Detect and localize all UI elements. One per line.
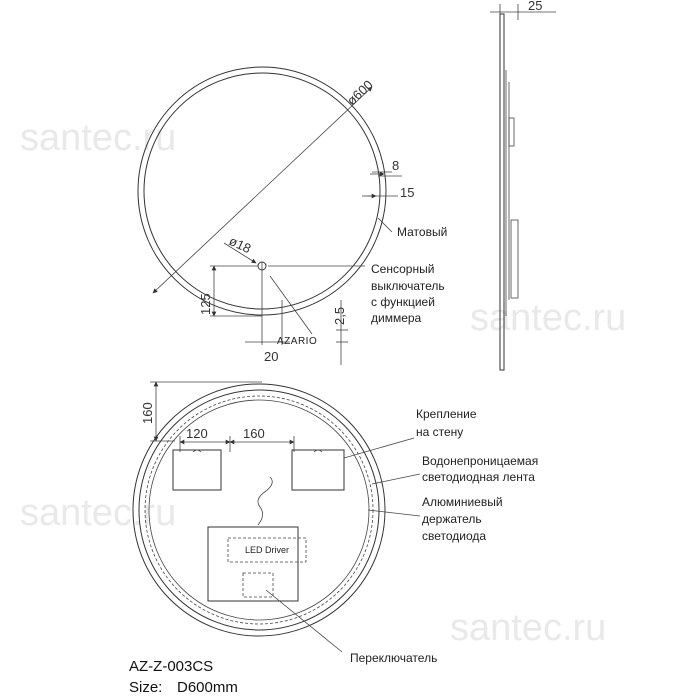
brand-logo: AZARIO [277,336,318,347]
wall-bracket-side [511,220,518,298]
holder-label-line: светодиода [422,529,487,543]
sensor-label-line: Сенсорный [371,262,435,276]
watermark: santec.ru [20,117,177,159]
mount-label-line: на стену [416,425,464,439]
watermark: santec.ru [470,297,627,339]
diameter-label: ø600 [343,77,376,109]
sensor-label-line: диммера [371,311,422,325]
sensor-label-line: с функцией [371,295,435,309]
size-prefix: Size: [129,679,163,696]
strip-label-line: Водонепроницаемая [422,454,539,468]
sensor-label-line: выключатель [371,279,445,293]
frame-width-label: 8 [392,158,400,173]
wall-bracket-side [509,118,514,146]
switch-box [243,573,273,597]
wall-bracket-right [292,450,344,490]
spacing-label: 160 [243,426,265,441]
button-diameter-label: ø18 [226,233,254,257]
button-size-label: 20 [264,349,279,364]
size-value: D600mm [177,679,238,696]
led-offset-label: 15 [400,185,415,200]
strip-label-line: светодиодная лента [422,470,535,484]
left-offset-label: 120 [186,426,208,441]
matte-label: Матовый [397,225,448,239]
mount-label-line: Крепление [416,407,477,421]
model-number: AZ-Z-003CS [129,658,214,675]
led-driver-label: LED Driver [245,545,290,555]
logo-gap-label: 2,5 [332,306,347,325]
driver-wire [258,477,272,525]
logo-leader [270,276,312,334]
depth-label: 25 [528,0,543,13]
watermark: santec.ru [450,607,607,649]
strip-leader [372,474,420,484]
watermark: santec.ru [20,492,177,534]
front-view [138,67,447,365]
height-offset-label: 160 [140,402,155,424]
wall-bracket-left [173,450,221,490]
switch-leader [266,590,342,652]
bottom-offset-label: 125 [198,293,213,315]
holder-label-line: держатель [422,512,482,526]
footer [129,658,238,696]
holder-leader [368,510,420,516]
holder-label-line: Алюминиевый [422,495,503,509]
switch-label: Переключатель [350,651,438,665]
mount-leader [344,438,414,458]
